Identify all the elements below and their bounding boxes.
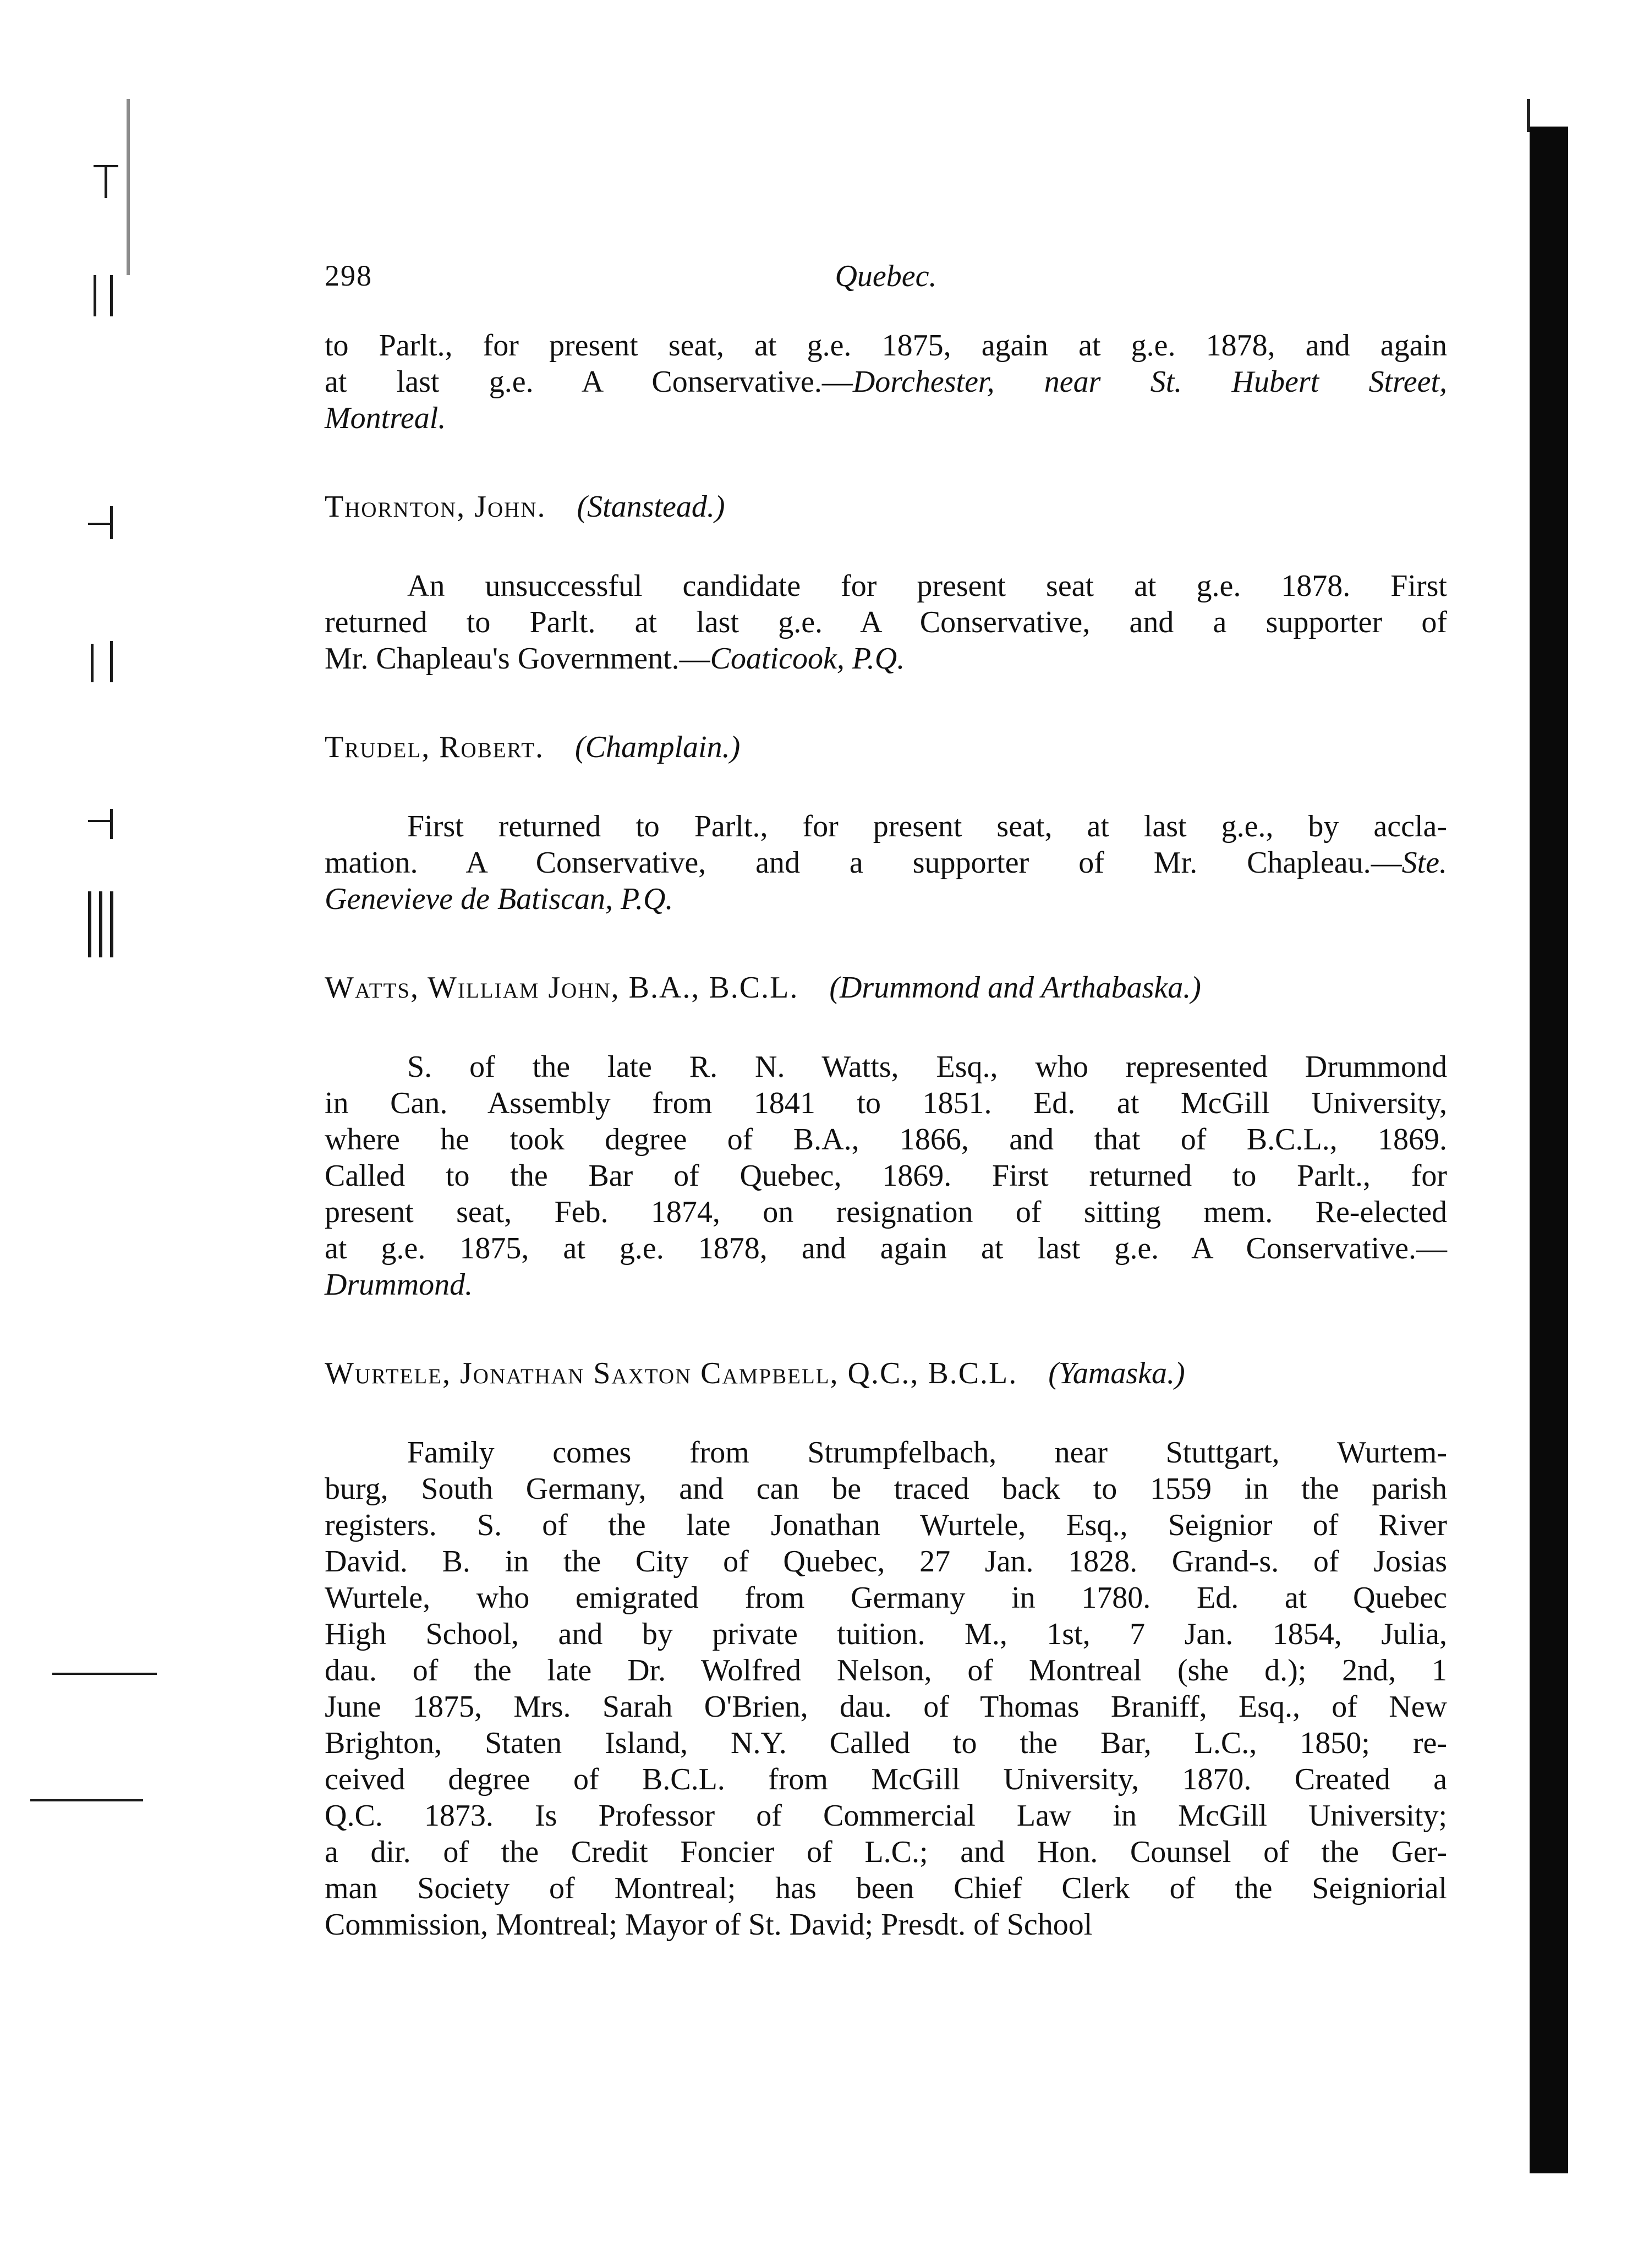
text-line [325,1267,1447,1303]
text-line [325,1761,1447,1798]
running-head [325,259,1447,308]
italic-text: Genevieve de Batiscan, P.Q. [325,882,673,916]
entry-heading [325,969,1447,1006]
body-text: returned to Parlt. at last g.e. A Conservative, and a supporter of [325,605,1447,639]
body-text: Family comes from Strumpfelbach, near Stuttgart, Wurtem- [407,1436,1447,1470]
body-text: High School, and by private tuition. M., 1st, 7 Jan. 1854, Julia, [325,1617,1447,1651]
text-line [325,1689,1447,1725]
entry-constituency: (Drummond and Arthabaska.) [829,971,1201,1005]
body-text: at last g.e. A Conservative.— [325,365,853,399]
entry-heading [325,1355,1447,1392]
italic-text: Drummond. [325,1268,473,1302]
text-line [325,1652,1447,1689]
scan-edge-strip [1530,127,1568,2173]
text-line [325,1907,1447,1943]
entry-constituency: (Yamaska.) [1048,1356,1185,1390]
biography-entry [325,327,1447,436]
body-text: An unsuccessful candidate for present seat at g.e. 1878. First [407,569,1447,603]
biography-entry [325,677,1447,917]
text-line [325,1121,1447,1158]
page-body [325,327,1447,1943]
body-text: present seat, Feb. 1874, on resignation of sitting mem. Re-elected [325,1195,1447,1229]
body-text: in Can. Assembly from 1841 to 1851. Ed. at McGill University, [325,1086,1447,1120]
italic-text: Montreal. [325,401,446,435]
body-text: Called to the Bar of Quebec, 1869. First returned to Parlt., for [325,1159,1447,1193]
text-line [325,1580,1447,1616]
body-text: Wurtele, who emigrated from Germany in 1780. Ed. at Quebec [325,1581,1447,1615]
body-text: Brighton, Staten Island, N.Y. Called to the Bar, L.C., 1850; re- [325,1726,1447,1760]
text-line [325,604,1447,640]
entry-heading [325,489,1447,525]
text-line [325,1616,1447,1652]
italic-text: Dorchester, near St. Hubert Street, [852,365,1447,399]
text-line [325,640,1447,677]
body-text: S. of the late R. N. Watts, Esq., who represented Drummond [407,1050,1447,1084]
text-line [325,327,1447,364]
body-text: Mr. Chapleau's Government.— [325,642,710,676]
text-line [325,1434,1447,1471]
body-text: First returned to Parlt., for present seat, at last g.e., by accla- [407,809,1447,843]
text-line [325,364,1447,400]
text-line [325,1049,1447,1085]
text-line [325,1870,1447,1907]
text-line [325,1194,1447,1230]
body-text: Commission, Montreal; Mayor of St. David; Presdt. of School [325,1908,1093,1942]
body-text: where he took degree of B.A., 1866, and that of B.C.L., 1869. [325,1122,1447,1157]
text-line [325,400,1447,436]
text-line [325,1543,1447,1580]
text-line [325,568,1447,604]
text-line [325,1471,1447,1507]
text-line [325,881,1447,917]
body-text: mation. A Conservative, and a supporter of Mr. Chapleau.— [325,846,1402,880]
body-text: burg, South Germany, and can be traced back to 1559 in the parish [325,1472,1447,1506]
text-line [325,1158,1447,1194]
text-line [325,1085,1447,1121]
text-line [325,1507,1447,1543]
entry-name: Watts, William John, B.A., B.C.L. [325,971,799,1005]
entry-constituency: (Stanstead.) [577,490,725,524]
text-line [325,845,1447,881]
body-text: David. B. in the City of Quebec, 27 Jan. 1828. Grand-s. of Josias [325,1544,1447,1579]
italic-text: Ste. [1401,846,1447,880]
left-margin-scan-marks [0,0,165,2268]
text-line [325,1798,1447,1834]
entry-name: Wurtele, Jonathan Saxton Campbell, Q.C., B.C.L. [325,1356,1018,1390]
body-text: man Society of Montreal; has been Chief Clerk of the Seigniorial [325,1871,1447,1905]
body-text: a dir. of the Credit Foncier of L.C.; and Hon. Counsel of the Ger- [325,1835,1447,1869]
text-line [325,1230,1447,1267]
entry-heading [325,729,1447,765]
entry-name: Thornton, John. [325,490,546,524]
running-title: Quebec. [835,259,937,293]
text-line [325,1725,1447,1761]
text-line [325,1834,1447,1870]
body-text: ceived degree of B.C.L. from McGill University, 1870. Created a [325,1762,1447,1796]
page-number: 298 [325,259,372,292]
body-text: Q.C. 1873. Is Professor of Commercial Law in McGill University; [325,1799,1447,1833]
entry-constituency: (Champlain.) [575,730,741,764]
italic-text: Coaticook, P.Q. [710,642,905,676]
body-text: to Parlt., for present seat, at g.e. 1875, again at g.e. 1878, and again [325,328,1447,363]
biography-entry [325,1303,1447,1943]
body-text: registers. S. of the late Jonathan Wurtele, Esq., Seignior of River [325,1508,1447,1542]
body-text: at g.e. 1875, at g.e. 1878, and again at last g.e. A Conservative.— [325,1231,1447,1266]
text-line [325,808,1447,845]
body-text: June 1875, Mrs. Sarah O'Brien, dau. of Thomas Braniff, Esq., of New [325,1690,1447,1724]
biography-entry [325,917,1447,1303]
body-text: dau. of the late Dr. Wolfred Nelson, of Montreal (she d.); 2nd, 1 [325,1653,1447,1688]
biography-entry [325,436,1447,677]
entry-name: Trudel, Robert. [325,730,545,764]
